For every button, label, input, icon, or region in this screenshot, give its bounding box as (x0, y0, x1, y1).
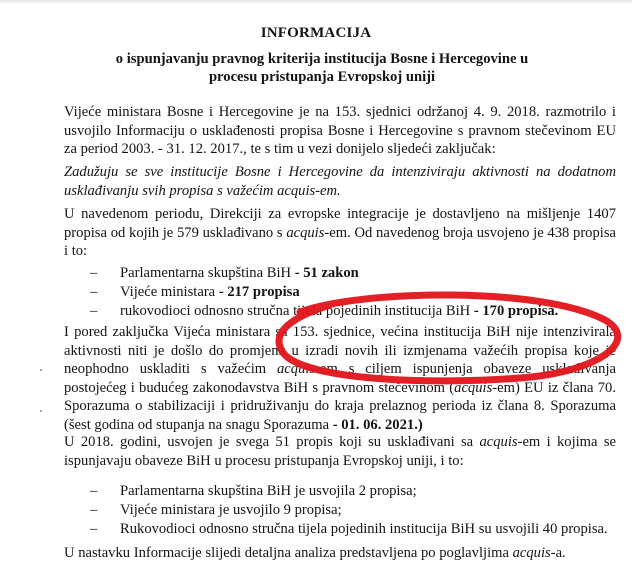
dash-bullet: – (90, 483, 98, 499)
document-subtitle: o ispunjavanju pravnog kriterija institucija Bosne i Hercegovine u procesu pristupanja Evropskoj uniji (115, 51, 529, 85)
paragraph-period-summary (64, 205, 616, 261)
list-item-text: Parlamentarna skupština BiH je usvojila 2 propisa; (120, 483, 417, 499)
dash-bullet: – (90, 502, 98, 518)
list-item-text: rukovodioci odnosno stručna tijela pojedinih institucija BiH (120, 303, 471, 319)
dash-bullet: – (90, 284, 98, 300)
acquis-term: acquis (277, 361, 316, 377)
text: -em. Od navedenog broja usvojeno je 438 propisa i to: (64, 224, 616, 259)
list-item (90, 482, 610, 501)
dash-bullet: – (90, 521, 98, 537)
text: -em i kojima se ispunjavaju obaveze BiH u procesu pristupanja Evropskoj uniji, i to: (64, 434, 616, 469)
list-item (90, 501, 610, 520)
list-item (90, 283, 610, 302)
adopted-2018-list (90, 482, 610, 539)
text: U nastavku Informacije slijedi detaljna analiza predstavljena po poglavljima (64, 545, 513, 561)
paragraph-continuation (64, 544, 616, 563)
list-item-text: Rukovodioci odnosno stručna tijela pojedinih institucija BiH su usvojili 40 propisa. (120, 521, 608, 537)
paragraph-institutions-status (64, 323, 616, 434)
scan-speck (40, 369, 42, 371)
acquis-term: acquis (454, 379, 493, 396)
acquis-term: acquis (512, 545, 551, 561)
document-title: INFORMACIJA (260, 25, 372, 41)
acquis-term: acquis (479, 434, 518, 450)
deadline-date: - 01. 06. 2021.) (332, 416, 423, 433)
dash-bullet: – (90, 303, 98, 319)
scan-speck (40, 410, 42, 412)
list-item-text: Vijeće ministara je usvojilo 9 propisa; (120, 502, 342, 518)
list-item (90, 302, 610, 321)
top-edge-shadow (0, 0, 632, 5)
paragraph-intro: Vijeće ministara Bosne i Hercegovine je na 153. sjednici održanoj 4. 9. 2018. razmotrilo i usvojilo Informaciju o usklađenosti propisa Bosne i Hercegovine s pravnom stečevinom EU za period 2003. - 31. 12. 2017., te s tim u vezi donijelo sljedeći zaključak: (64, 104, 616, 157)
dash-bullet: – (90, 265, 98, 281)
list-item-value: - 217 propisa (215, 284, 300, 300)
list-item-text: Vijeće ministara (120, 284, 216, 300)
list-item (90, 264, 610, 283)
list-item-value: - 170 propisa. (470, 303, 559, 319)
acquis-term: acquis (286, 224, 325, 241)
text: U 2018. godini, usvojen je svega 51 propis koji su usklađivani sa (64, 434, 480, 450)
text: U navedenom periodu, Direkciji za evropske integracije je dostavljeno na mišljenje 1407 propisa od kojih je 579 usklađivano s (64, 206, 616, 241)
text: -a. (550, 545, 566, 561)
list-item-value: - 51 zakon (291, 265, 359, 281)
paragraph-conclusion: Zadužuju se sve institucije Bosne i Hercegovine da intenziviraju aktivnosti na dodatnom usklađivanju svih propisa s važećim acquis-em. (64, 164, 616, 199)
text: -em) EU iz člana 70. Sporazuma o stabilizaciji i pridruživanju do kraja prelaznog perioda iz člana 8. Sporazuma (šest godina od stupanja na snagu Sporazuma (64, 379, 616, 433)
list-item-text: Parlamentarna skupština BiH (120, 265, 292, 281)
list-item (90, 520, 610, 539)
text: -em s ciljem ispunjenja obaveze usklađivanja postojećeg i budućeg zakonodavstva BiH s pravnom stečevinom ( (64, 361, 616, 396)
adopted-regulations-list (90, 264, 610, 321)
text: I pored zaključka Vijeća ministara sa 153. sjednice, većina institucija BiH nije intenzivirala aktivnosti niti je došlo do promjena u izradi novih ili izmjenama važećih propisa koje je neophodno uskladiti s važećim (64, 324, 616, 377)
paragraph-2018-summary (64, 433, 616, 470)
